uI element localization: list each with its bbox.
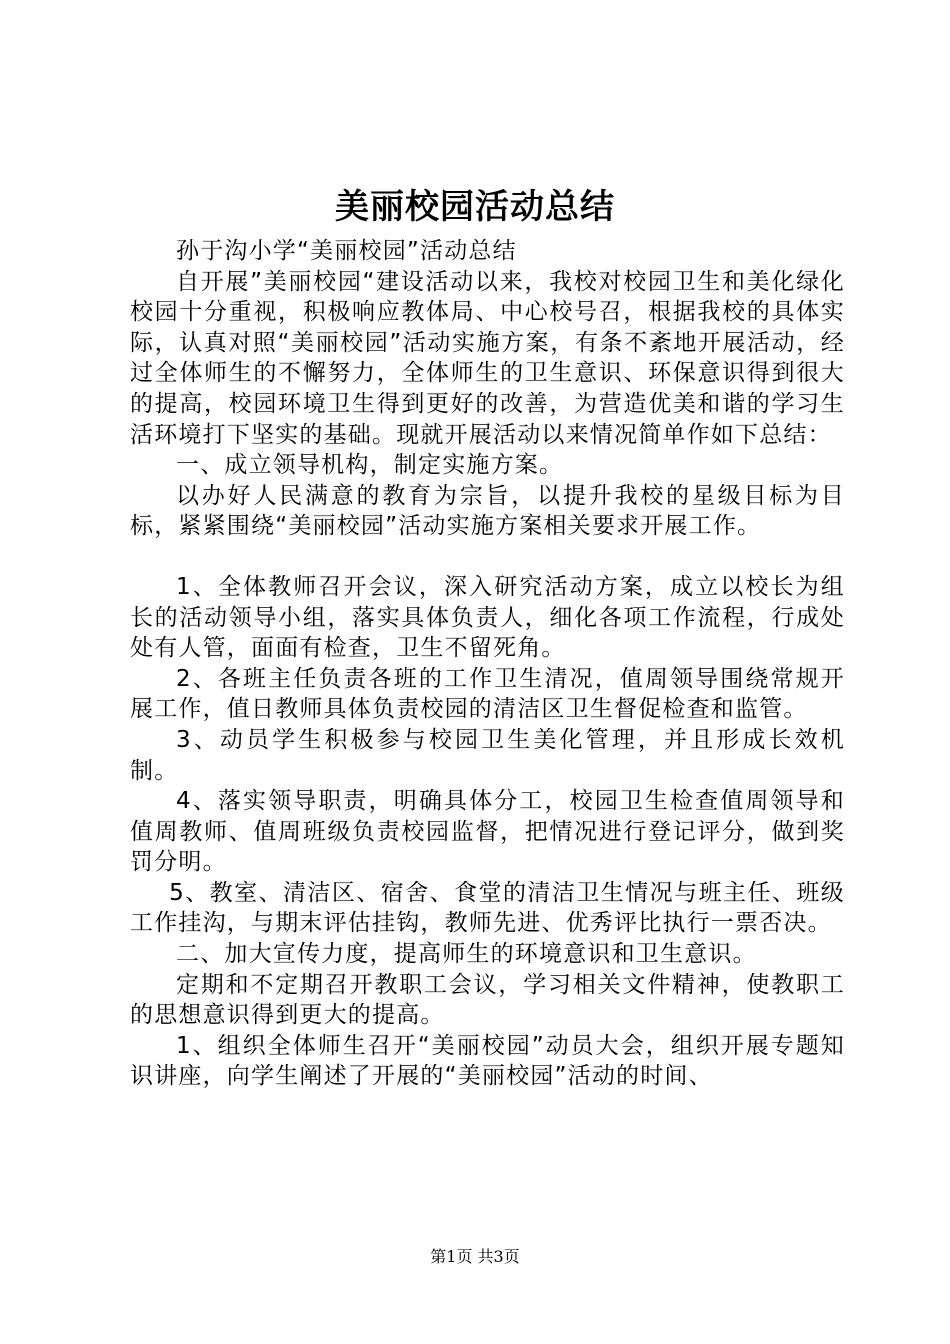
section-heading-2: 二、加大宣传力度，提高师生的环境意识和卫生意识。 <box>176 941 757 968</box>
document-body <box>130 236 845 1092</box>
list-item-5: 5、教室、清洁区、宿舍、食堂的清洁卫生情况与班主任、班级工作挂沟，与期末评估挂钩，教师先进、优秀评比执行一票否决。 <box>130 879 845 937</box>
page-footer: 第1页 共3页 <box>430 1247 520 1266</box>
body-paragraph: 定期和不定期召开教职工会议，学习相关文件精神，使教职工的思想意识得到更大的提高。 <box>130 971 845 1029</box>
list-item-4: 4、落实领导职责，明确具体分工，校园卫生检查值周领导和值周教师、值周班级负责校园监督，把情况进行登记评分，做到奖罚分明。 <box>130 788 845 876</box>
list-item-1: 1、组织全体师生召开“美丽校园”动员大会，组织开展专题知识讲座，向学生阐述了开展的“美丽校园”活动的时间、 <box>130 1032 845 1090</box>
section-heading-1: 一、成立领导机构，制定实施方案。 <box>176 452 564 479</box>
list-item-1: 1、全体教师召开会议，深入研究活动方案，成立以校长为组长的活动领导小组，落实具体负责人，细化各项工作流程，行成处处有人管，面面有检查，卫生不留死角。 <box>130 573 845 662</box>
list-item-3: 3、动员学生积极参与校园卫生美化管理，并且形成长效机制。 <box>130 726 845 784</box>
subtitle-paragraph: 孙于沟小学“美丽校园”活动总结 <box>176 238 517 264</box>
list-item-2: 2、各班主任负责各班的工作卫生清况，值周领导围绕常规开展工作，值日教师具体负责校园的清洁区卫生督促检查和监管。 <box>130 665 845 723</box>
body-paragraph: 以办好人民满意的教育为宗旨，以提升我校的星级目标为目标，紧紧围绕“美丽校园”活动实施方案相关要求开展工作。 <box>130 482 845 540</box>
intro-paragraph: 自开展”美丽校园“建设活动以来，我校对校园卫生和美化绿化校园十分重视，积极响应教体局、中心校号召，根据我校的具体实际，认真对照“美丽校园”活动实施方案，有条不紊地开展活动，经过全体师生的不懈努力，全体师生的卫生意识、环保意识得到很大的提高，校园环境卫生得到更好的改善，为营造优美和谐的学习生活环境打下坚实的基础。现就开展活动以来情况简单作如下总结： <box>130 268 845 448</box>
document-title: 美丽校园活动总结 <box>335 187 615 227</box>
